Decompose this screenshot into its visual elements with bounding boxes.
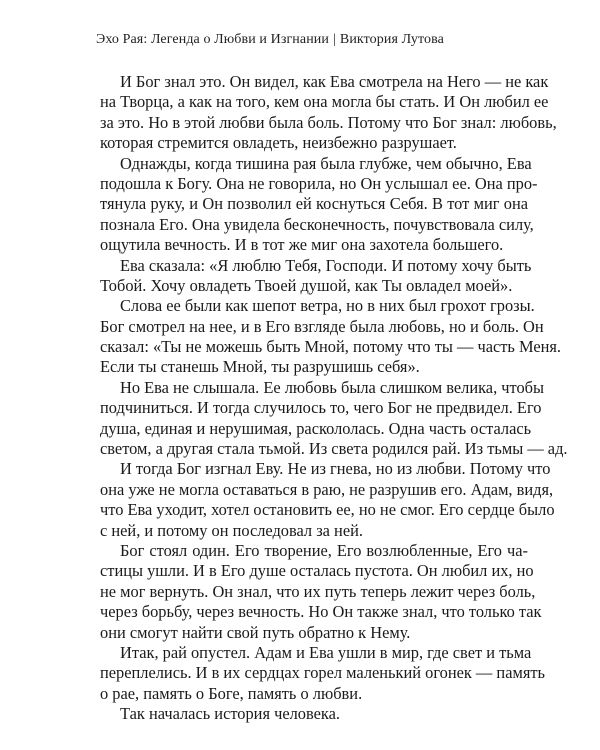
text-line: не мог вернуть. Он знал, что их путь теперь лежит через боль,	[100, 581, 536, 601]
author-name: Виктория Лутова	[339, 32, 444, 47]
text-line: Тобой. Хочу овладеть Твоей душой, как Ты овладел моей».	[100, 275, 513, 295]
text-line: которая стремится овладеть, неизбежно разрушает.	[100, 133, 457, 153]
text-line: познала Его. Она увидела бесконечность, почувствовала силу,	[100, 214, 534, 234]
text-line: подошла к Богу. Она не говорила, но Он услышал ее. Она про-	[100, 173, 538, 193]
text-line: светом, а другая стала тьмой. Из света родился рай. Из тьмы — ад.	[100, 439, 568, 459]
text-line: Итак, рай опустел. Адам и Ева ушли в мир, где свет и тьма	[120, 642, 532, 662]
text-line: тянула руку, и Он позволил ей коснуться Себя. В тот миг она	[100, 194, 528, 214]
paragraph	[100, 296, 562, 378]
running-header	[96, 32, 444, 48]
text-line: через борьбу, через вечность. Но Он также знал, что только так	[100, 602, 542, 622]
text-line: И тогда Бог изгнал Еву. Не из гнева, но из любви. Потому что	[120, 459, 551, 479]
paragraph	[100, 153, 538, 256]
paragraph	[100, 704, 528, 724]
text-line: подчиниться. И тогда случилось то, чего Бог не предвидел. Его	[100, 398, 542, 418]
text-line: сказал: «Ты не можешь быть Мной, потому что ты — часть Меня.	[100, 337, 562, 357]
paragraph	[100, 72, 557, 154]
text-line: Так началась история человека.	[120, 704, 340, 724]
text-line: душа, единая и нерушимая, раскололась. Одна часть осталась	[100, 418, 532, 438]
paragraph	[100, 642, 546, 704]
header-separator: |	[333, 32, 336, 47]
paragraph	[100, 459, 555, 541]
paragraph	[100, 540, 542, 643]
text-line: на Творца, а как на того, кем она могла бы стать. И Он любил ее	[100, 92, 549, 112]
text-line: Ева сказала: «Я люблю Тебя, Господи. И потому хочу быть	[120, 255, 532, 275]
text-line: они смогут найти свой путь обратно к Нему.	[100, 622, 411, 642]
paragraph	[100, 255, 532, 297]
text-line: Но Ева не слышала. Ее любовь была слишком велика, чтобы	[120, 377, 545, 397]
book-title: Эхо Рая: Легенда о Любви и Изгнании	[96, 32, 329, 47]
text-line: переплелись. И в их сердцах горел маленький огонек — память	[100, 663, 546, 683]
text-line: стицы ушли. И в Его душе осталась пустота. Он любил их, но	[100, 561, 534, 581]
text-line: Бог стоял один. Его творение, Его возлюбленные, Его ча-	[120, 540, 528, 560]
text-line: с ней, и потому он последовал за ней.	[100, 520, 363, 540]
text-line: ощутила вечность. И в тот же миг она захотела большего.	[100, 235, 504, 255]
text-line: Слова ее были как шепот ветра, но в них был грохот грозы.	[120, 296, 535, 316]
text-line: Однажды, когда тишина рая была глубже, чем обычно, Ева	[120, 153, 532, 173]
text-line: Если ты станешь Мной, ты разрушишь себя».	[100, 357, 420, 377]
text-line: за это. Но в этой любви была боль. Потому что Бог знал: любовь,	[100, 112, 557, 132]
text-line: Бог смотрел на нее, и в Его взгляде была любовь, но и боль. Он	[100, 316, 544, 336]
text-line: И Бог знал это. Он видел, как Ева смотрела на Него — не как	[120, 72, 549, 91]
text-line: о рае, память о Боге, память о любви.	[100, 683, 363, 703]
text-line: что Ева уходит, хотел остановить ее, но не смог. Его сердце было	[100, 500, 555, 520]
text-line: она уже не могла оставаться в раю, не разрушив его. Адам, видя,	[100, 479, 554, 499]
chapter-body-text	[100, 72, 568, 725]
paragraph	[100, 377, 568, 460]
